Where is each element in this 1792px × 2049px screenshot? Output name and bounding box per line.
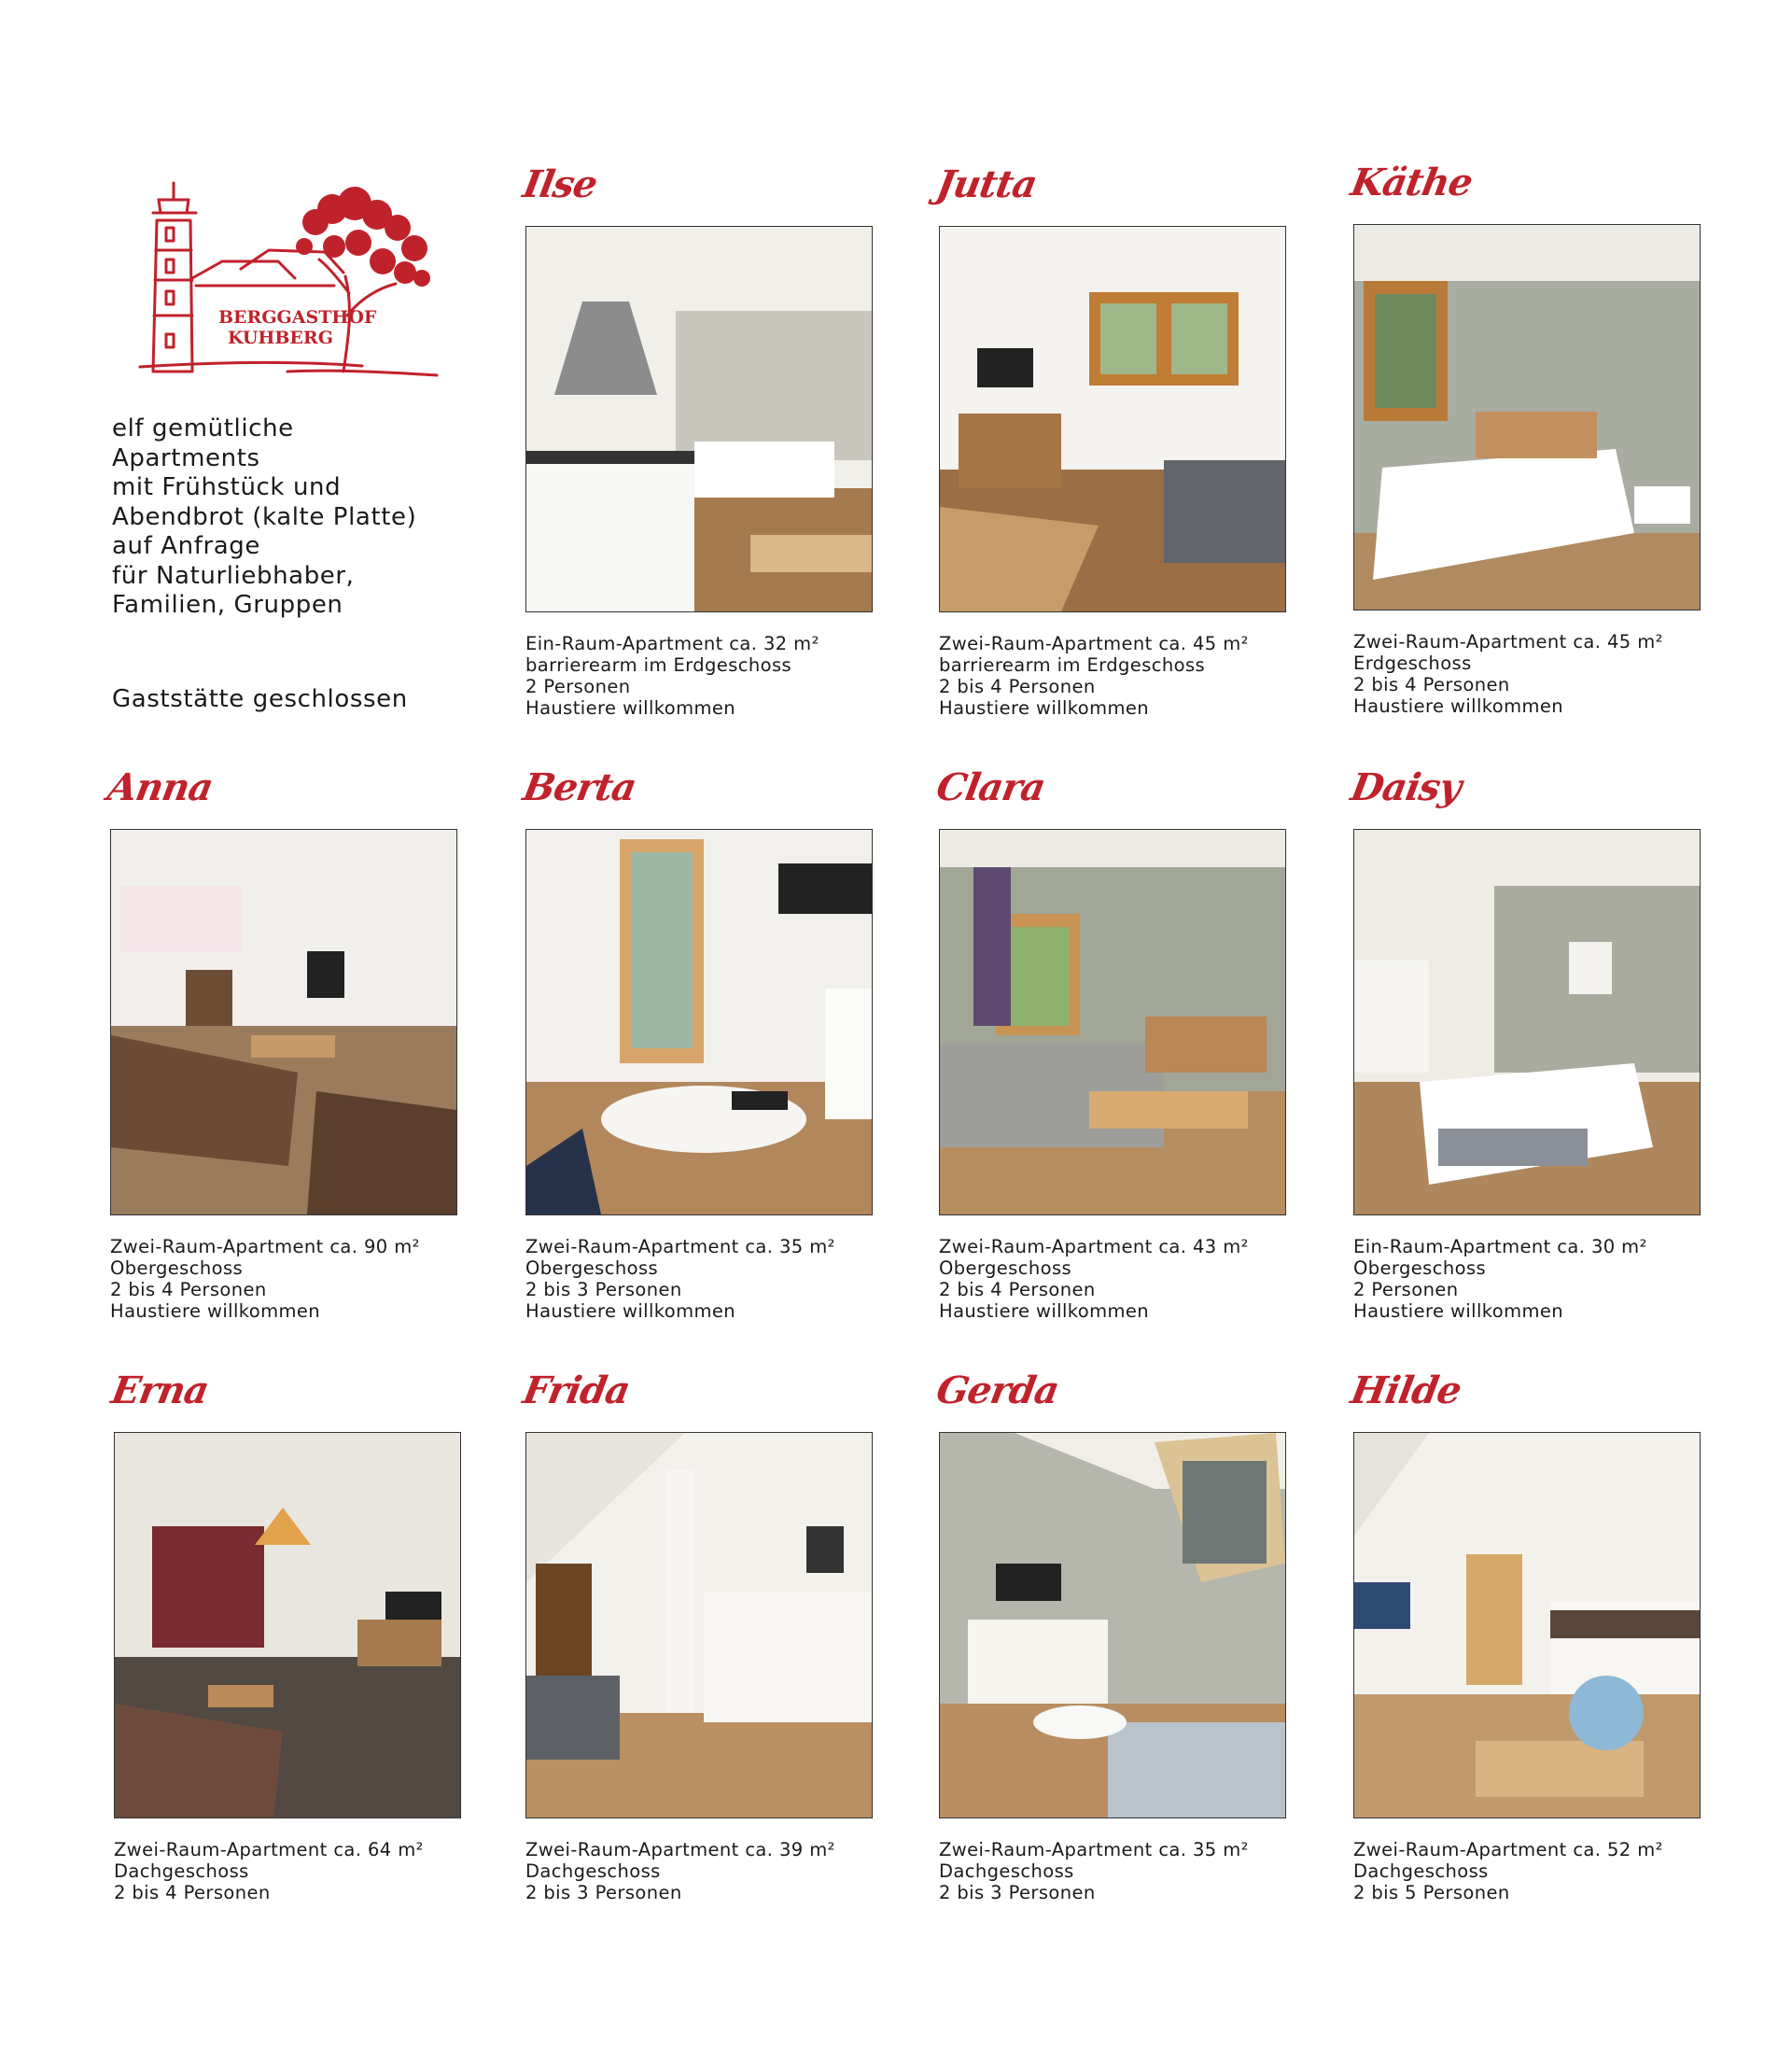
intro-line: Familien, Gruppen <box>112 591 343 619</box>
apartment-card-daisy[interactable] <box>1347 765 1708 1322</box>
apartment-info: Zwei-Raum-Apartment ca. 35 m² Dachgeschoss 2 bis 3 Personen <box>939 1839 1249 1903</box>
apartment-name: Frida <box>519 1368 634 1412</box>
apartment-card-ilse[interactable] <box>519 162 880 719</box>
apartment-card-berta[interactable] <box>519 765 880 1322</box>
apartment-info: Zwei-Raum-Apartment ca. 64 m² Dachgeschoss 2 bis 4 Personen <box>114 1839 424 1903</box>
apartment-info: Zwei-Raum-Apartment ca. 45 m² barrierearm im Erdgeschoss 2 bis 4 Personen Haustiere willkommen <box>939 633 1249 719</box>
apartment-photo[interactable] <box>110 829 457 1215</box>
apartment-info: Ein-Raum-Apartment ca. 30 m² Obergeschoss 2 Personen Haustiere willkommen <box>1353 1236 1647 1322</box>
status-text: Gaststätte geschlossen <box>112 685 408 713</box>
apartment-name: Anna <box>104 765 217 809</box>
apartment-name: Clara <box>932 765 1049 809</box>
apartment-card-jutta[interactable] <box>932 162 1294 719</box>
apartment-photo[interactable] <box>1353 224 1701 610</box>
apartment-name: Ilse <box>519 162 601 206</box>
apartment-photo[interactable] <box>939 1432 1286 1818</box>
apartment-photo[interactable] <box>939 829 1286 1215</box>
apartment-info: Zwei-Raum-Apartment ca. 90 m² Obergeschoss 2 bis 4 Personen Haustiere willkommen <box>110 1236 420 1322</box>
apartment-card-gerda[interactable] <box>932 1368 1294 1903</box>
apartment-info: Zwei-Raum-Apartment ca. 45 m² Erdgeschoss 2 bis 4 Personen Haustiere willkommen <box>1353 631 1663 717</box>
intro-text <box>112 414 485 621</box>
logo-line2: KUHBERG <box>228 328 333 348</box>
apartment-name: Berta <box>519 765 639 809</box>
apartment-info: Ein-Raum-Apartment ca. 32 m² barrierearm im Erdgeschoss 2 Personen Haustiere willkommen <box>525 633 819 719</box>
apartment-info: Zwei-Raum-Apartment ca. 35 m² Obergeschoss 2 bis 3 Personen Haustiere willkommen <box>525 1236 835 1322</box>
apartment-name: Daisy <box>1347 765 1464 809</box>
apartment-card-erna[interactable] <box>107 1368 469 1903</box>
apartment-card-anna[interactable] <box>104 765 465 1322</box>
apartment-photo[interactable] <box>939 226 1286 612</box>
apartment-info: Zwei-Raum-Apartment ca. 43 m² Obergeschoss 2 bis 4 Personen Haustiere willkommen <box>939 1236 1249 1322</box>
apartment-name: Käthe <box>1347 161 1476 204</box>
apartment-name: Gerda <box>932 1368 1062 1412</box>
intro-line: Apartments <box>112 443 260 472</box>
apartment-card-clara[interactable] <box>932 765 1294 1322</box>
logo-line1: BERGGASTHOF <box>218 307 377 328</box>
intro-line: auf Anfrage <box>112 532 260 560</box>
apartment-photo[interactable] <box>1353 829 1701 1215</box>
apartment-name: Jutta <box>932 162 1041 206</box>
apartment-photo[interactable] <box>525 829 873 1215</box>
apartment-card-kaethe[interactable] <box>1347 161 1708 717</box>
apartment-photo[interactable] <box>525 226 873 612</box>
intro-line: Abendbrot (kalte Platte) <box>112 502 417 531</box>
apartment-info: Zwei-Raum-Apartment ca. 39 m² Dachgeschoss 2 bis 3 Personen <box>525 1839 835 1903</box>
intro-line: mit Frühstück und <box>112 473 342 501</box>
apartment-photo[interactable] <box>114 1432 461 1818</box>
tower-tree-logo-icon <box>138 175 439 379</box>
apartment-info: Zwei-Raum-Apartment ca. 52 m² Dachgeschoss 2 bis 5 Personen <box>1353 1839 1663 1903</box>
apartment-name: Hilde <box>1347 1368 1464 1412</box>
apartment-photo[interactable] <box>1353 1432 1701 1818</box>
apartment-card-frida[interactable] <box>519 1368 880 1903</box>
apartment-photo[interactable] <box>525 1432 873 1818</box>
apartment-card-hilde[interactable] <box>1347 1368 1708 1903</box>
apartment-name: Erna <box>107 1368 212 1412</box>
intro-line: elf gemütliche <box>112 414 294 442</box>
intro-line: für Naturliebhaber, <box>112 561 355 590</box>
berggasthof-logo <box>138 175 439 379</box>
